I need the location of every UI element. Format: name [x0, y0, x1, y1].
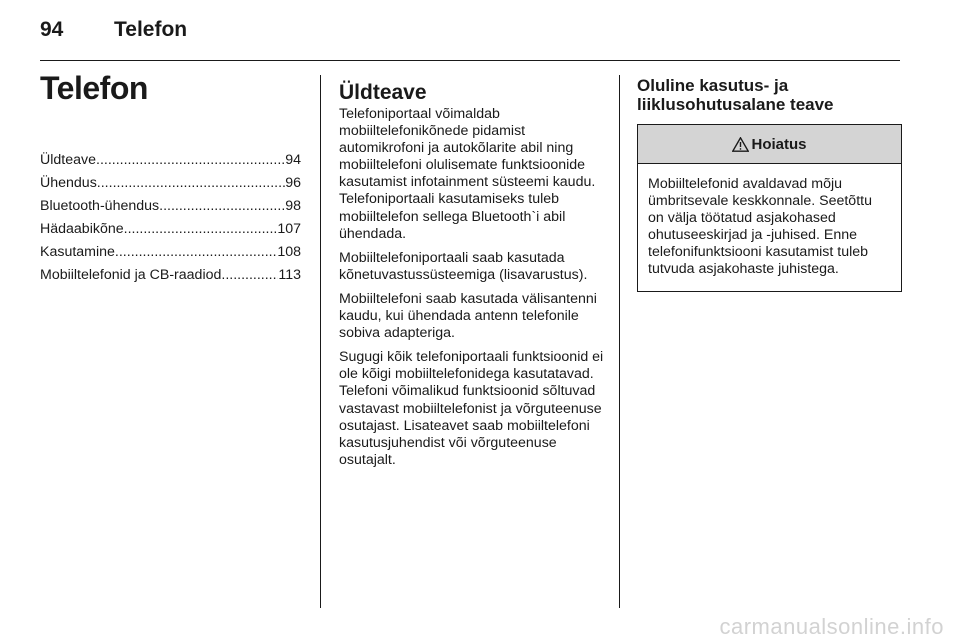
warning-triangle-icon	[732, 137, 749, 152]
toc-leader	[96, 149, 285, 172]
warning-title: Hoiatus	[751, 135, 807, 153]
general-section	[339, 81, 607, 476]
toc-leader	[97, 172, 285, 195]
safety-section	[637, 76, 902, 292]
table-of-contents	[40, 149, 301, 287]
warning-header	[638, 125, 901, 164]
paragraph: Mobiiltelefoniportaali saab kasutada kõnetuvastussüsteemiga (lisavarustus).	[339, 249, 588, 283]
column-divider-1	[320, 75, 321, 608]
toc-leader	[124, 218, 278, 241]
toc-item[interactable]: Bluetooth-ühendus ..... 98	[40, 195, 301, 218]
page-number: 94	[40, 18, 64, 41]
chapter-title: Telefon	[40, 70, 148, 106]
toc-item[interactable]: Mobiiltelefonid ja CB-raadiod. ..... 113	[40, 264, 301, 287]
column-divider-2	[619, 75, 620, 608]
toc-item[interactable]: Ühendus ..... 96	[40, 172, 301, 195]
paragraph: Mobiiltelefoni saab kasutada välisantenni kaudu, kui ühendada antenn telefonile sobiva adapteriga.	[339, 290, 597, 342]
warning-box	[637, 124, 902, 292]
toc-item[interactable]: Üldteave ..... 94	[40, 149, 301, 172]
warning-text: Mobiiltelefonid avaldavad mõju ümbritsevale keskkonnale. Seetõttu on välja töötatud asjakohased ohutuseeskirjad ja -juhised. Enne telefonifunktsiooni kasutamist tuleb tutvuda asjakohaste juhistega.	[648, 176, 872, 278]
paragraph: Sugugi kõik telefoniportaali funktsioonid ei ole kõigi mobiiltelefonidega kasutatavad. Telefoni võimalikud funktsioonid sõltuvad vastavast mobiiltelefonist ja võrguteenuse osutajast. Lisateavet saab mobiiltelefoni kasutusjuhendist või võrguteenuse osutajalt.	[339, 349, 604, 468]
toc-leader	[115, 241, 277, 264]
running-header: Telefon	[114, 18, 188, 41]
paragraph: Telefoniportaal võimaldab mobiiltelefonikõnede pidamist automikrofoni ja autokõlarite abil ning mobiiltelefoni olulisemate funktsioonide kasutamist infotainment süsteemi kaudu. Telefoniportaali kasutamiseks tuleb mobiiltelefon sellega Bluetooth`i abil ühendada.	[339, 106, 596, 242]
toc-item[interactable]: Kasutamine ..... 108	[40, 241, 301, 264]
section-heading: Oluline kasutus- ja liiklusohutusalane teave	[637, 76, 834, 114]
toc-leader	[159, 195, 285, 218]
toc-item[interactable]: Hädaabikõne ..... 107	[40, 218, 301, 241]
watermark: carmanualsonline.info	[719, 614, 944, 639]
header-rule	[40, 60, 900, 61]
section-heading: Üldteave	[339, 81, 427, 104]
toc-leader	[225, 264, 278, 287]
